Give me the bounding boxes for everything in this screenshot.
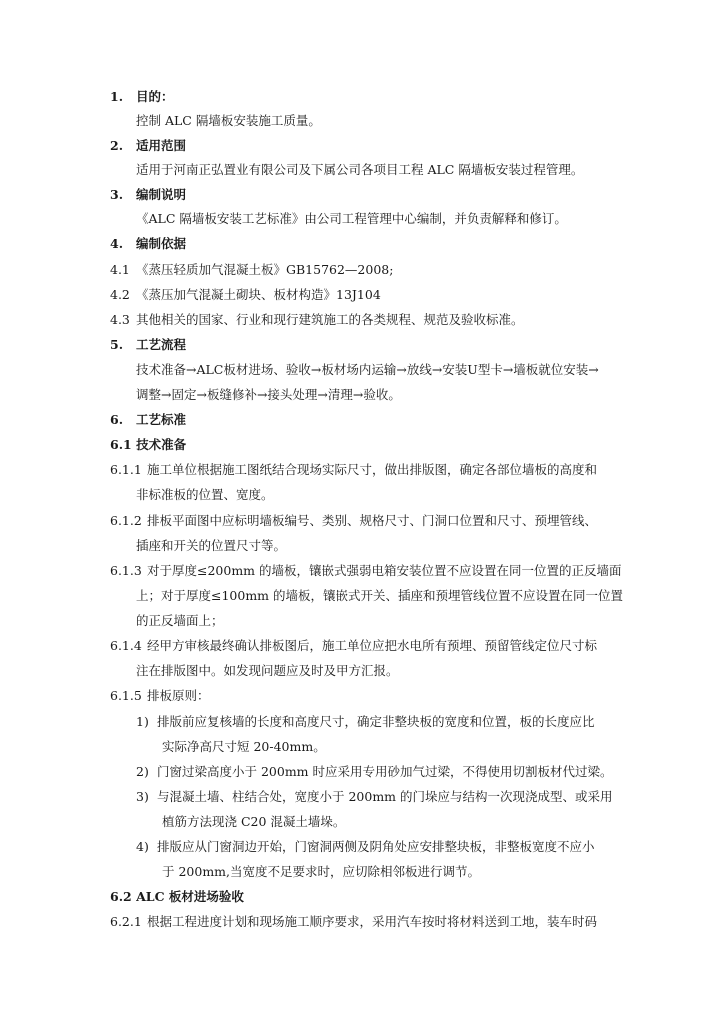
item-4-1-text: 《蒸压轻质加气混凝土板》GB15762—2008; xyxy=(136,262,394,277)
section-6-title: 工艺标准 xyxy=(136,412,187,427)
rule-3-line-1: 与混凝土墙、柱结合处，宽度小于 200mm 的门垛应与结构一次现浇成型、或采用 xyxy=(157,789,613,804)
section-3-body: 《ALC 隔墙板安装工艺标准》由公司工程管理中心编制，并负责解释和修订。 xyxy=(136,211,567,226)
section-2-title: 适用范围 xyxy=(136,138,187,153)
rule-2-line-1: 门窗过梁高度小于 200mm 时应采用专用砂加气过梁，不得使用切割板材代过梁。 xyxy=(157,764,613,779)
item-4-2-number: 4.2 xyxy=(110,287,130,302)
rule-2-number: 2) xyxy=(136,764,149,779)
rule-1-number: 1) xyxy=(136,714,149,729)
section-3-number: 3. xyxy=(110,187,124,202)
item-6-1-2-line-1: 排板平面图中应标明墙板编号、类别、规格尺寸、门洞口位置和尺寸、预埋管线、 xyxy=(147,513,598,528)
item-4-3-number: 4.3 xyxy=(110,312,130,327)
rule-3-number: 3) xyxy=(136,789,149,804)
process-line-1: 技术准备→ALC板材进场、验收→板材场内运输→放线→安装U型卡→墙板就位安装→ xyxy=(136,362,599,377)
rule-1-line-1: 排版前应复核墙的长度和高度尺寸，确定非整块板的宽度和位置，板的长度应比 xyxy=(157,714,595,729)
item-6-1-3-line-3: 的正反墙面上； xyxy=(136,613,224,628)
item-6-1-1-number: 6.1.1 xyxy=(110,462,142,477)
item-6-1-1-line-1: 施工单位根据施工图纸结合现场实际尺寸，做出排版图，确定各部位墙板的高度和 xyxy=(147,462,598,477)
subsection-6-1-title: 6.1 技术准备 xyxy=(110,437,187,452)
section-5-title: 工艺流程 xyxy=(136,337,187,352)
item-6-1-1-line-2: 非标准板的位置、宽度。 xyxy=(136,487,274,502)
item-6-1-2-line-2: 插座和开关的位置尺寸等。 xyxy=(136,538,287,553)
section-1-title: 目的： xyxy=(136,89,174,104)
item-6-1-4-number: 6.1.4 xyxy=(110,638,142,653)
process-line-2: 调整→固定→板缝修补→接头处理→清理→验收。 xyxy=(136,387,401,402)
item-6-1-3-line-2: 上；对于厚度≤100mm 的墙板，镶嵌式开关、插座和预埋管线位置不应设置在同一位置 xyxy=(136,588,624,603)
section-2-number: 2. xyxy=(110,138,124,153)
section-5-number: 5. xyxy=(110,337,124,352)
item-6-1-5-number: 6.1.5 xyxy=(110,688,142,703)
section-4-number: 4. xyxy=(110,236,124,251)
item-6-1-5-line-1: 排板原则： xyxy=(147,688,210,703)
rule-1-line-2: 实际净高尺寸短 20-40mm。 xyxy=(162,739,326,754)
rule-3-line-2: 植筋方法现浇 C20 混凝土墙垛。 xyxy=(162,814,346,829)
item-4-3-text: 其他相关的国家、行业和现行建筑施工的各类规程、规范及验收标准。 xyxy=(136,312,524,327)
section-6-number: 6. xyxy=(110,412,124,427)
section-1-body: 控制 ALC 隔墙板安装施工质量。 xyxy=(136,113,321,128)
item-6-1-3-number: 6.1.3 xyxy=(110,563,142,578)
item-6-1-2-number: 6.1.2 xyxy=(110,513,142,528)
item-6-1-3-line-1: 对于厚度≤200mm 的墙板，镶嵌式强弱电箱安装位置不应设置在同一位置的正反墙面 xyxy=(147,563,622,578)
section-4-title: 编制依据 xyxy=(136,236,187,251)
section-1-number: 1. xyxy=(110,89,124,104)
item-6-1-4-line-1: 经甲方审核最终确认排板图后，施工单位应把水电所有预埋、预留管线定位尺寸标 xyxy=(147,638,598,653)
subsection-6-2-title: 6.2 ALC 板材进场验收 xyxy=(110,889,244,904)
section-2-body: 适用于河南正弘置业有限公司及下属公司各项目工程 ALC 隔墙板安装过程管理。 xyxy=(136,162,584,177)
item-6-2-1-number: 6.2.1 xyxy=(110,914,142,929)
item-6-1-4-line-2: 注在排版图中。如发现问题应及时及甲方汇报。 xyxy=(136,663,399,678)
item-4-1-number: 4.1 xyxy=(110,262,130,277)
item-4-2-text: 《蒸压加气混凝土砌块、板材构造》13J104 xyxy=(136,287,381,302)
item-6-2-1-line-1: 根据工程进度计划和现场施工顺序要求，采用汽车按时将材料送到工地，装车时码 xyxy=(147,914,598,929)
section-3-title: 编制说明 xyxy=(136,187,187,202)
rule-4-number: 4) xyxy=(136,839,149,854)
rule-4-line-2: 于 200mm,当宽度不足要求时，应切除相邻板进行调节。 xyxy=(162,864,481,879)
rule-4-line-1: 排版应从门窗洞边开始，门窗洞两侧及阴角处应安排整块板，非整板宽度不应小 xyxy=(157,839,595,854)
